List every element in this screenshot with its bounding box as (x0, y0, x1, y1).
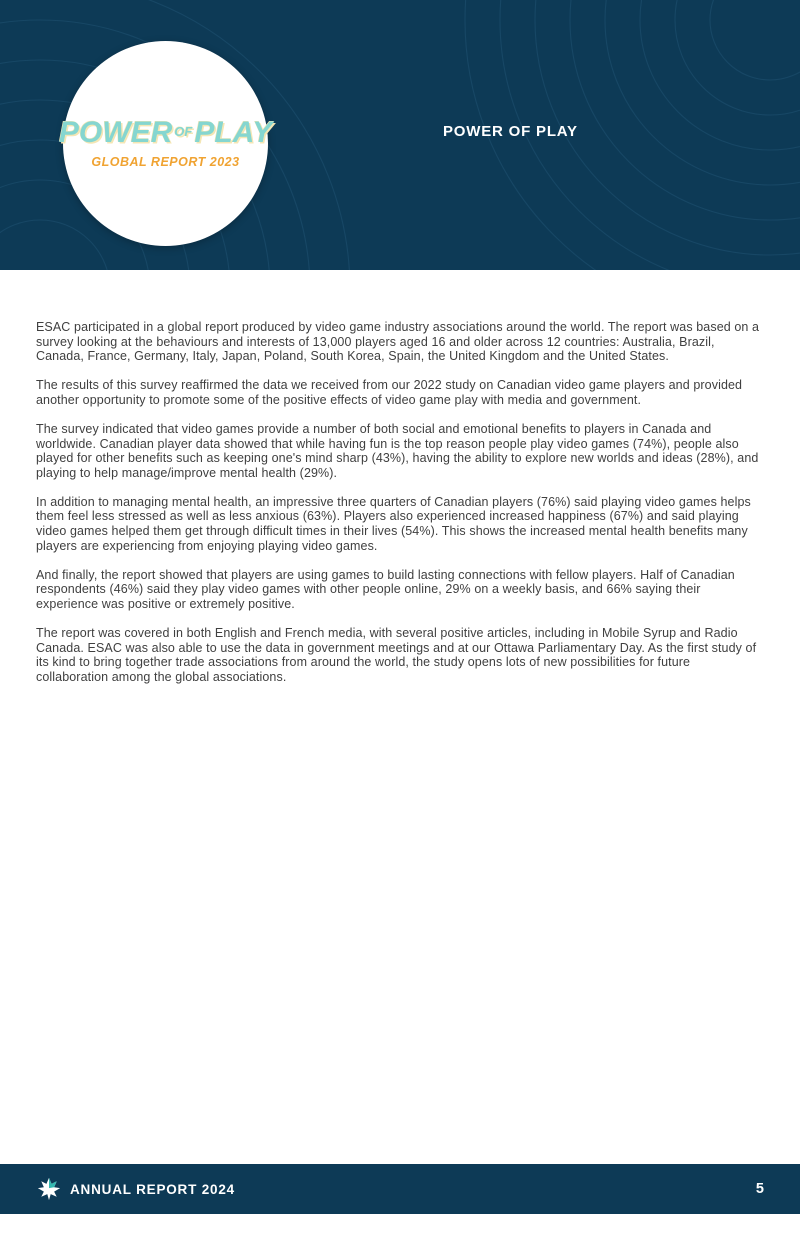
paragraph-4: In addition to managing mental health, an impressive three quarters of Canadian players (76%) said playing video games helps them feel less stressed as well as less anxious (63%). Players also experienced increased happiness (67%) and said playing video games helped them get through difficult times in their lives (54%). This shows the increased mental health benefits many players are experiencing from enjoying playing video games. (36, 494, 751, 553)
logo-word-power: POWER (58, 116, 173, 149)
logo-subtitle: GLOBAL REPORT 2023 (91, 155, 240, 169)
page-number: 5 (755, 1181, 764, 1197)
esac-maple-leaf-logo-icon (36, 1176, 62, 1202)
page-title: POWER OF PLAY (443, 123, 578, 140)
paragraph-5: And finally, the report showed that players are using games to build lasting connections with fellow players. Half of Canadian respondents (46%) said they play video games with other people online, 29% on a weekly basis, and 66% saying their experience was positive or extremely positive. (36, 567, 735, 611)
logo-word-of: OF (174, 124, 193, 139)
paragraph-1: ESAC participated in a global report produced by video game industry associations around the world. The report was based on a survey looking at the behaviours and interests of 13,000 players aged 16 and older across 12 countries: Australia, Brazil, Canada, France, Germany, Italy, Japan, Poland, South Korea, Spain, the United Kingdom and the United States. (36, 320, 760, 364)
footer-title: ANNUAL REPORT 2024 (70, 1181, 235, 1197)
body-content (0, 270, 800, 684)
power-of-play-logo (58, 41, 273, 246)
paragraph-6: The report was covered in both English and French media, with several positive articles, including in Mobile Syrup and Radio Canada. ESAC was also able to use the data in government meetings and at our Ottawa Parliamentary Day. As the first study of its kind to bring together trade associations from around the world, the study opens lots of new possibilities for future collaboration among the global associations. (36, 626, 757, 684)
paragraph-3: The survey indicated that video games provide a number of both social and emotional benefits to players in Canada and worldwide. Canadian player data showed that while having fun is the top reason people play video games (74%), people also played for other benefits such as keeping one's mind sharp (43%), having the ability to explore new worlds and ideas (28%), and playing to help manage/improve mental health (29%). (36, 421, 759, 480)
paragraph-2: The results of this survey reaffirmed the data we received from our 2022 study on Canadian video game players and provided another opportunity to promote some of the positive effects of video game play with media and government. (36, 378, 743, 407)
logo-word-play: PLAY (194, 116, 273, 149)
page-header (0, 0, 800, 270)
page-footer (0, 1164, 800, 1214)
logo-title (59, 118, 272, 148)
